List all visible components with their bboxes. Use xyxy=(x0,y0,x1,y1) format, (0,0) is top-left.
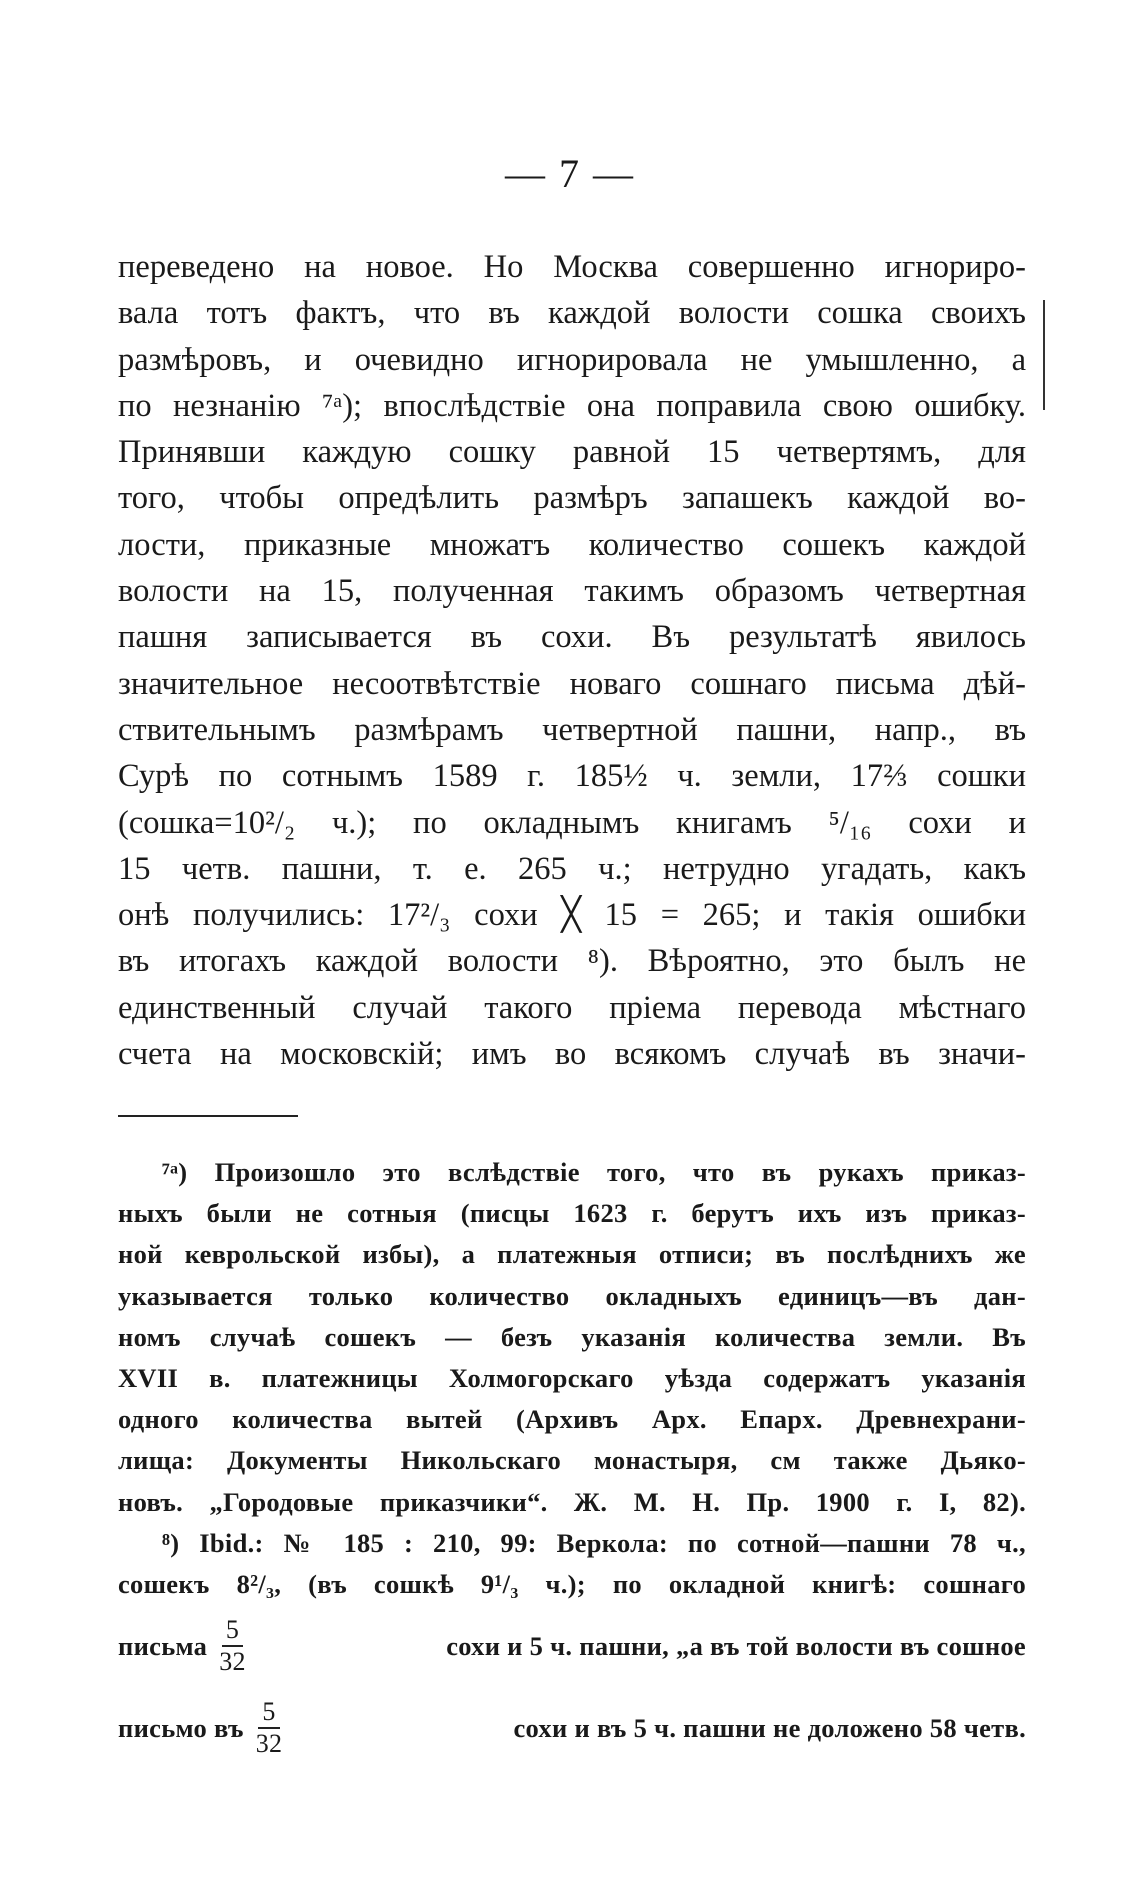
text-line: пашня записывается въ сохи. Въ результатѣ явилось xyxy=(118,619,1026,656)
main-text xyxy=(118,244,1026,1077)
footnote-8-line: сошекъ 8²/₃, (въ сошкѣ 9¹/₃ ч.); по окладной книгѣ: сошнаго xyxy=(118,1569,1026,1600)
text-line: Принявши каждую сошку равной 15 четвертямъ, для xyxy=(118,434,1026,471)
text-line: по незнанію ⁷ᵃ); впослѣдствіе она поправила свою ошибку. xyxy=(118,387,1026,424)
fraction-line-prefix: письмо въ xyxy=(118,1712,244,1743)
fraction-line-suffix: сохи и въ 5 ч. пашни не доложено 58 четв. xyxy=(513,1712,1026,1743)
text-line: 15 четв. пашни, т. е. 265 ч.; нетрудно угадать, какъ xyxy=(118,850,1026,887)
text-line: того, чтобы опредѣлить размѣръ запашекъ каждой во- xyxy=(118,480,1026,517)
fraction-line-suffix: сохи и 5 ч. пашни, „а въ той волости въ сошное xyxy=(446,1630,1026,1661)
footnote-7a-line: ныхъ были не сотныя (писцы 1623 г. берутъ ихъ изъ приказ- xyxy=(118,1198,1026,1229)
fraction-numerator: 5 xyxy=(222,1615,243,1647)
footnote-8-line: ⁸) Ibid.: № 185 : 210, 99: Веркола: по сотной—пашни 78 ч., xyxy=(162,1527,1026,1558)
text-line: значительное несоотвѣтствіе новаго сошнаго письма дѣй- xyxy=(118,665,1026,702)
footnote-7a-line: номъ случаѣ сошекъ — безъ указанія количества земли. Въ xyxy=(118,1321,1026,1352)
text-line: онѣ получились: 17²/₃ сохи ╳ 15 = 265; и такія ошибки xyxy=(118,897,1026,934)
text-line: размѣровъ, и очевидно игнорировала не умышленно, а xyxy=(118,341,1026,378)
fraction-denominator: 32 xyxy=(219,1647,246,1677)
text-line: лости, приказные множатъ количество сошекъ каждой xyxy=(118,526,1026,563)
text-line: ствительнымъ размѣрамъ четвертной пашни, напр., въ xyxy=(118,711,1026,748)
footnote-7a-line: одного количества вытей (Архивъ Арх. Епарх. Древнехрани- xyxy=(118,1404,1026,1435)
footnote-7a-line: новъ. „Городовые приказчики“. Ж. М. Н. Пр. 1900 г. I, 82). xyxy=(118,1486,1026,1517)
text-line: (сошка=10²/₂ ч.); по окладнымъ книгамъ ⁵/₁₆ сохи и xyxy=(118,804,1026,841)
footnote-divider xyxy=(118,1115,298,1117)
fraction-denominator: 32 xyxy=(255,1729,283,1759)
text-line: въ итогахъ каждой волости ⁸). Вѣроятно, это былъ не xyxy=(118,943,1026,980)
text-line: переведено на новое. Но Москва совершенно игнориро- xyxy=(118,249,1026,285)
text-line: счета на московскій; имъ во всякомъ случаѣ въ значи- xyxy=(118,1036,1026,1073)
margin-mark xyxy=(1043,300,1045,410)
footnote-7a-line: ⁷ᵃ) Произошло это вслѣдствіе того, что въ рукахъ приказ- xyxy=(162,1157,1026,1187)
fraction-line-prefix: письма xyxy=(118,1630,208,1661)
footnote-8-fraction-line xyxy=(118,1687,1026,1769)
text-line: волости на 15, полученная такимъ образомъ четвертная xyxy=(118,573,1026,610)
footnote-7a-line: указывается только количество окладныхъ единицъ—въ дан- xyxy=(118,1280,1026,1311)
text-line: единственный случай такого пріема перевода мѣстнаго xyxy=(118,989,1026,1026)
footnotes xyxy=(118,1152,1026,1769)
footnote-7a-line: лища: Документы Никольскаго монастыря, см также Дьяко- xyxy=(118,1445,1026,1476)
text-line: вала тотъ фактъ, что въ каждой волости сошка своихъ xyxy=(118,295,1026,332)
fraction-numerator: 5 xyxy=(258,1697,279,1729)
text-line: Сурѣ по сотнымъ 1589 г. 185½ ч. земли, 17⅔ сошки xyxy=(118,758,1026,795)
footnote-7a-line: ной кеврольской избы), а платежныя отписи; въ послѣднихъ же xyxy=(118,1239,1026,1270)
fraction xyxy=(215,1615,250,1677)
fraction xyxy=(252,1697,287,1759)
page-number: — 7 — xyxy=(505,151,635,196)
footnote-7a-line: XVII в. платежницы Холмогорскаго уѣзда содержатъ указанія xyxy=(118,1363,1026,1394)
footnote-8-fraction-line xyxy=(118,1605,1026,1687)
